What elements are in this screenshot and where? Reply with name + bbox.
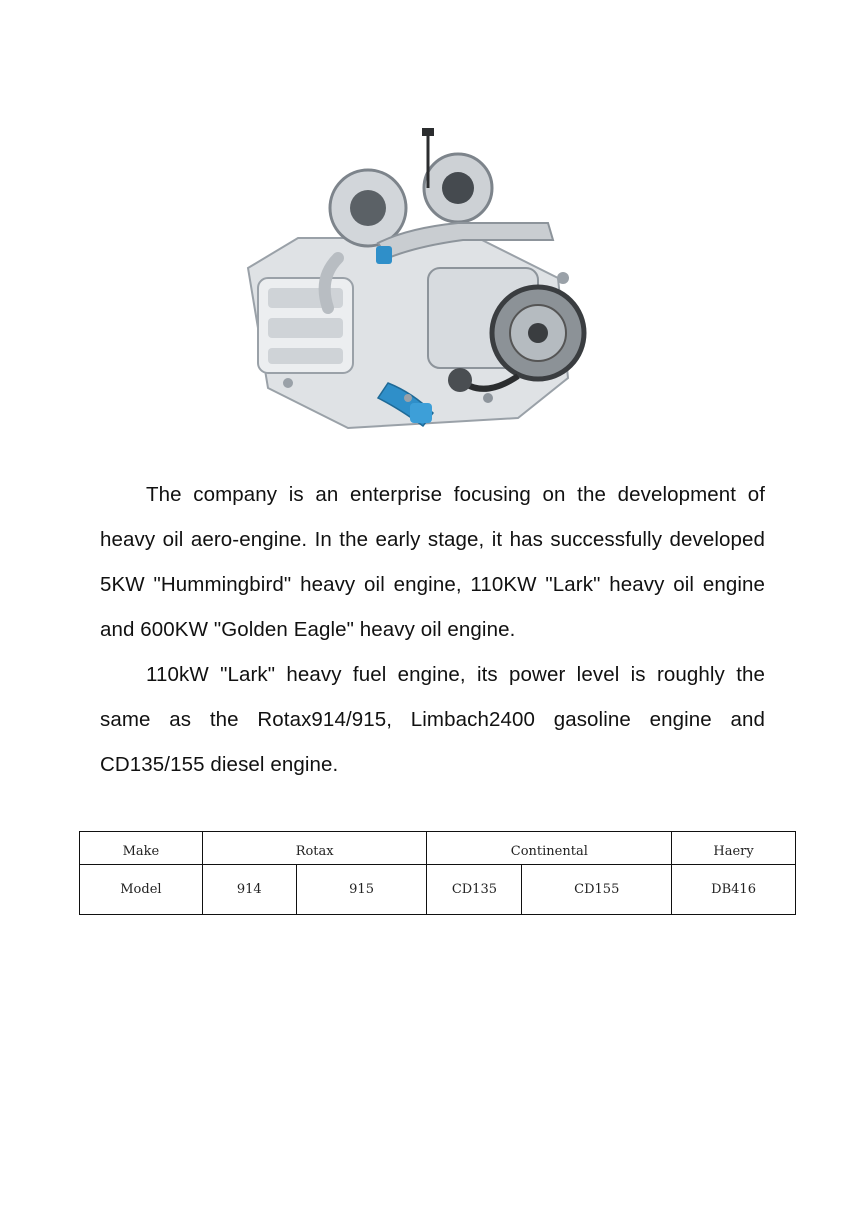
engine-image [228,128,608,438]
engine-icon [228,128,608,438]
make-cell: Continental [427,832,672,865]
model-cell: 915 [296,865,427,915]
model-cell: CD135 [427,865,522,915]
engine-comparison-table [79,831,796,915]
model-cell: CD155 [522,865,672,915]
comparison-paragraph: 110kW "Lark" heavy fuel engine, its power level is roughly the same as the Rotax914/915, Limbach2400 gasoline engine and CD135/155 diesel engine. [100,663,765,776]
make-cell: Rotax [202,832,427,865]
make-cell: Haery [672,832,796,865]
model-cell: 914 [202,865,296,915]
make-label-cell: Make [80,832,203,865]
table-row-model [80,865,796,915]
model-label-cell: Model [80,865,203,915]
model-cell: DB416 [672,865,796,915]
intro-paragraph: The company is an enterprise focusing on the development of heavy oil aero-engine. In the early stage, it has successfully developed 5KW "Hummingbird" heavy oil engine, 110KW "Lark" heavy oil engine and 600KW "Golden Eagle" heavy oil engine. [100,483,765,641]
table-row-make [80,832,796,865]
